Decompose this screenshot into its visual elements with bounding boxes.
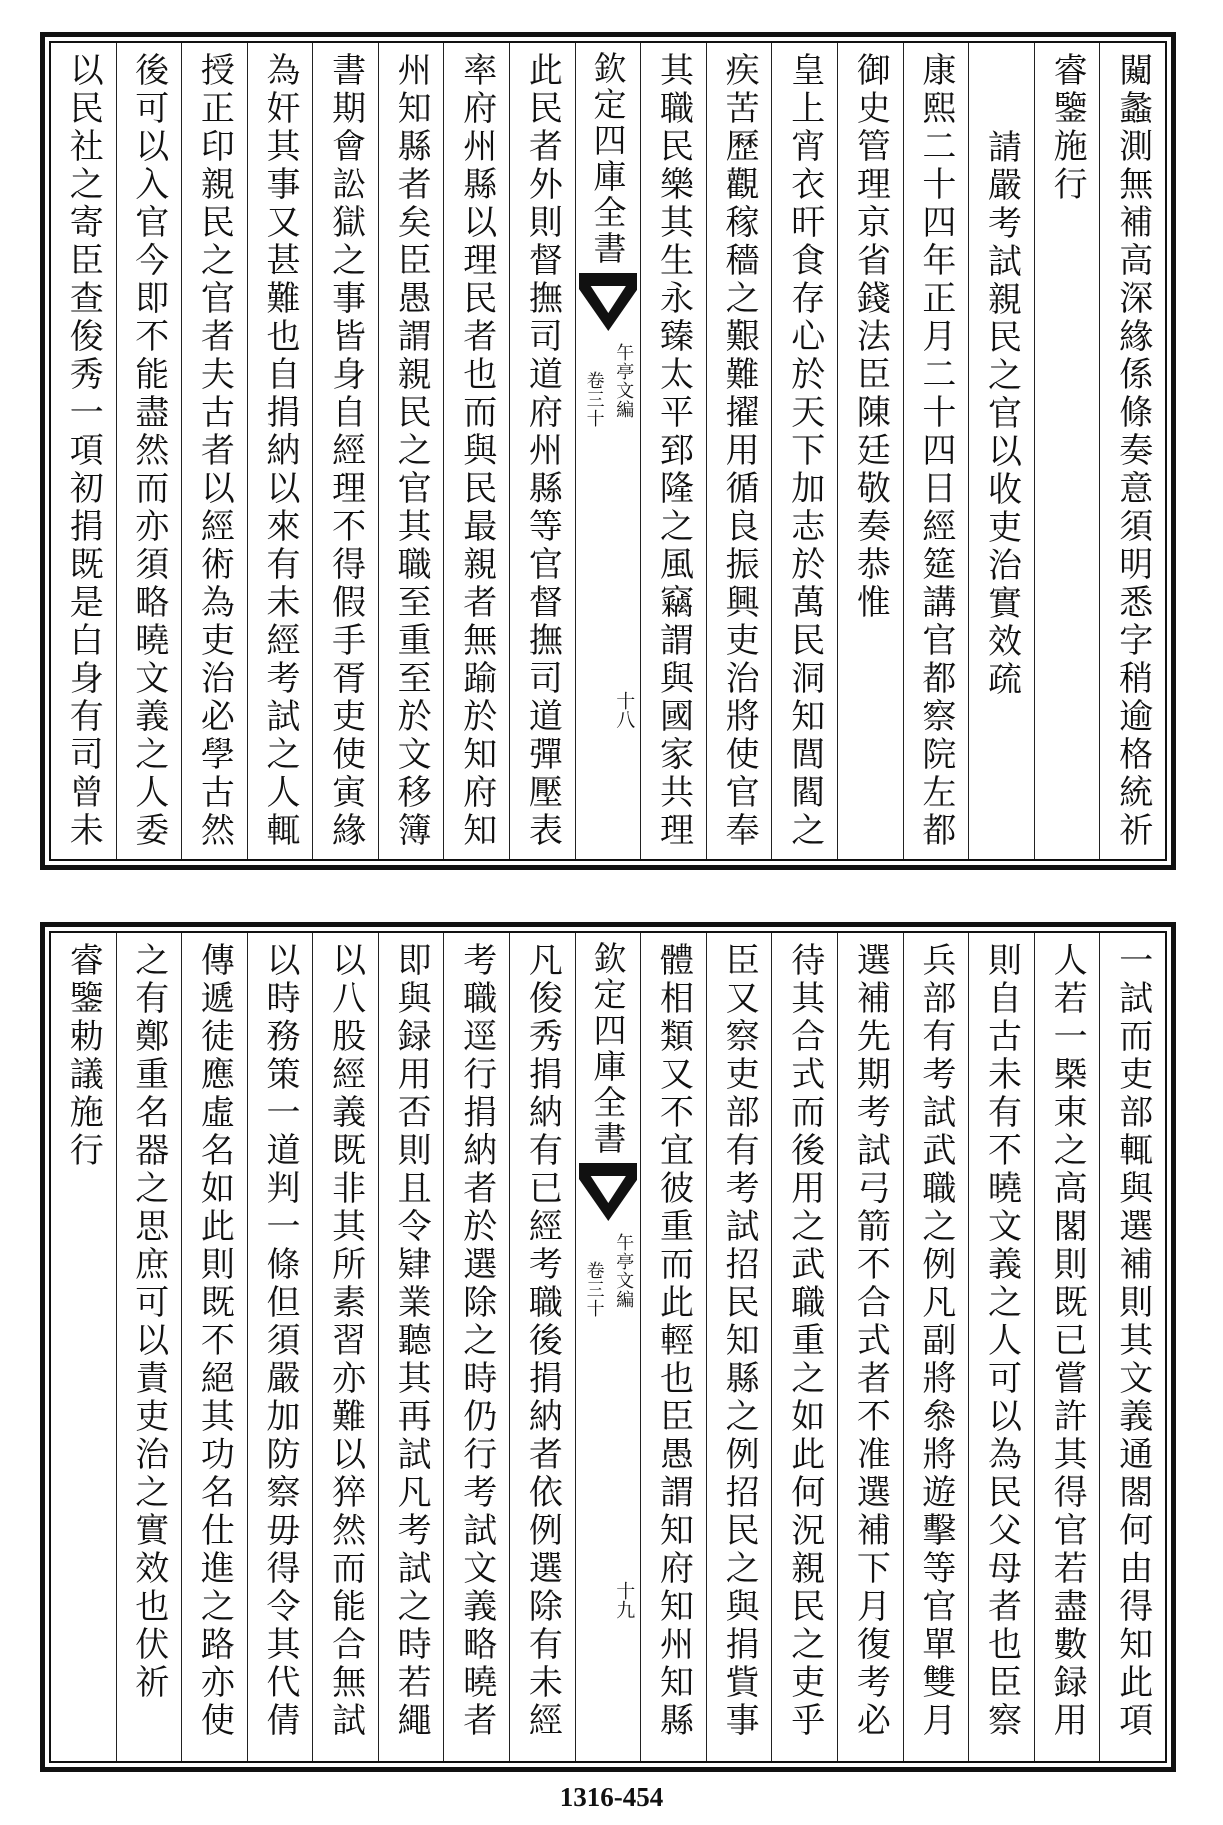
column-text: 疾苦歷觀稼穡之艱難擢用循良振興吏治將使官奉 bbox=[719, 52, 760, 850]
text-column bbox=[247, 933, 313, 1761]
text-column bbox=[837, 933, 903, 1761]
text-column bbox=[771, 43, 837, 859]
book-title: 午亭文編 bbox=[613, 343, 635, 419]
text-column bbox=[1099, 43, 1165, 859]
text-column bbox=[837, 43, 903, 859]
column-text: 御史管理京省錢法臣陳廷敬奏恭惟 bbox=[850, 52, 891, 622]
text-column bbox=[312, 43, 378, 859]
column-text: 授正印親民之官者夫古者以經術為吏治必學古然 bbox=[194, 52, 235, 850]
column-text: 兵部有考試武職之例凡副將叅將遊擊等官單雙月 bbox=[915, 942, 956, 1740]
memorial-title: 請嚴考試親民之官以收吏治實效疏 bbox=[981, 129, 1022, 699]
column-text: 則自古未有不曉文義之人可以為民父母者也臣察 bbox=[981, 942, 1022, 1740]
reprint-page-id: 1316-454 bbox=[559, 1782, 664, 1812]
collection-title: 欽定四庫全書 bbox=[588, 941, 628, 1157]
collection-title: 欽定四庫全書 bbox=[588, 51, 628, 267]
fish-tail-mark bbox=[579, 273, 638, 333]
text-column bbox=[903, 933, 969, 1761]
column-text: 皇上宵衣旰食存心於天下加志於萬民洞知閭閻之 bbox=[784, 52, 825, 850]
memorial-title-column bbox=[968, 43, 1034, 859]
text-column bbox=[509, 933, 575, 1761]
text-column bbox=[312, 933, 378, 1761]
column-text: 選補先期考試弓箭不合式者不准選補下月復考必 bbox=[850, 942, 891, 1740]
folio-number: 十九 bbox=[613, 1581, 636, 1619]
column-text: 睿鑒勅議施行 bbox=[63, 942, 104, 1170]
text-column bbox=[247, 43, 313, 859]
column-text: 待其合式而後用之武職重之如此何況親民之吏乎 bbox=[784, 942, 825, 1740]
center-fold-column bbox=[575, 43, 641, 859]
text-column bbox=[116, 933, 182, 1761]
text-frame bbox=[49, 41, 1167, 861]
column-text: 傳遞徒應虛名如此則既不絕其功名仕進之路亦使 bbox=[194, 942, 235, 1740]
column-text: 凡俊秀捐納有已經考職後捐納者依例選除有未經 bbox=[522, 942, 563, 1740]
text-column bbox=[968, 933, 1034, 1761]
text-frame bbox=[49, 931, 1167, 1763]
text-column bbox=[51, 43, 116, 859]
column-text: 體相類又不宜彼重而此輕也臣愚謂知府知州知縣 bbox=[653, 942, 694, 1740]
center-fold-column bbox=[575, 933, 641, 1761]
column-text: 州知縣者矣臣愚謂親民之官其職至重至於文移簿 bbox=[391, 52, 432, 850]
volume-label: 卷三十 bbox=[583, 1261, 605, 1318]
column-text: 之有鄭重名器之思庶可以責吏治之實效也伏祈 bbox=[128, 942, 169, 1702]
column-text: 此民者外則督撫司道府州縣等官督撫司道彈壓表 bbox=[522, 52, 563, 850]
fish-tail-mark bbox=[579, 1163, 638, 1223]
column-text: 書期會訟獄之事皆身自經理不得假手胥吏使寅緣 bbox=[325, 52, 366, 850]
text-column bbox=[443, 43, 509, 859]
column-text: 為奸其事又甚難也自捐納以來有未經考試之人輒 bbox=[259, 52, 300, 850]
column-text: 其職民樂其生永臻太平郅隆之風竊謂與國家共理 bbox=[653, 52, 694, 850]
text-column bbox=[706, 933, 772, 1761]
column-text: 考職逕行捐納者於選除之時仍行考試文義略曉者 bbox=[456, 942, 497, 1740]
column-text: 睿鑒施行 bbox=[1047, 52, 1088, 204]
text-column bbox=[378, 933, 444, 1761]
text-column bbox=[1034, 933, 1100, 1761]
text-column bbox=[509, 43, 575, 859]
text-column bbox=[181, 43, 247, 859]
column-text: 以時務策一道判一條但須嚴加防察毋得令其代倩 bbox=[259, 942, 300, 1740]
book-title: 午亭文編 bbox=[613, 1233, 635, 1309]
text-column bbox=[706, 43, 772, 859]
text-column bbox=[378, 43, 444, 859]
text-column bbox=[640, 933, 706, 1761]
text-column bbox=[51, 933, 116, 1761]
column-text: 人若一槩束之高閣則既已嘗許其得官若盡數録用 bbox=[1047, 942, 1088, 1740]
page-panel-top bbox=[40, 32, 1176, 870]
page-panel-bottom bbox=[40, 922, 1176, 1772]
column-text: 即與録用否則且令肄業聽其再試凡考試之時若繩 bbox=[391, 942, 432, 1740]
column-text: 後可以入官今即不能盡然而亦須略曉文義之人委 bbox=[128, 52, 169, 850]
text-column bbox=[1099, 933, 1165, 1761]
text-column bbox=[903, 43, 969, 859]
column-text: 闚蠡測無補高深緣係條奏意須明悉字稍逾格統祈 bbox=[1112, 52, 1153, 850]
column-text: 臣又察吏部有考試招民知縣之例招民之與捐貲事 bbox=[719, 942, 760, 1740]
text-column bbox=[116, 43, 182, 859]
column-text: 康熙二十四年正月二十四日經筵講官都察院左都 bbox=[915, 52, 956, 850]
column-text: 率府州縣以理民者也而與民最親者無踰於知府知 bbox=[456, 52, 497, 850]
folio-number: 十八 bbox=[613, 691, 636, 729]
volume-label: 卷三十 bbox=[583, 371, 605, 428]
column-text: 以八股經義既非其所素習亦難以猝然而能合無試 bbox=[325, 942, 366, 1740]
text-column bbox=[771, 933, 837, 1761]
column-text: 一試而吏部輒與選補則其文義通閤何由得知此項 bbox=[1112, 942, 1153, 1740]
text-column bbox=[181, 933, 247, 1761]
text-column bbox=[640, 43, 706, 859]
column-text: 以民社之寄臣查俊秀一項初捐既是白身有司曾未 bbox=[63, 52, 104, 850]
text-column bbox=[443, 933, 509, 1761]
text-column bbox=[1034, 43, 1100, 859]
